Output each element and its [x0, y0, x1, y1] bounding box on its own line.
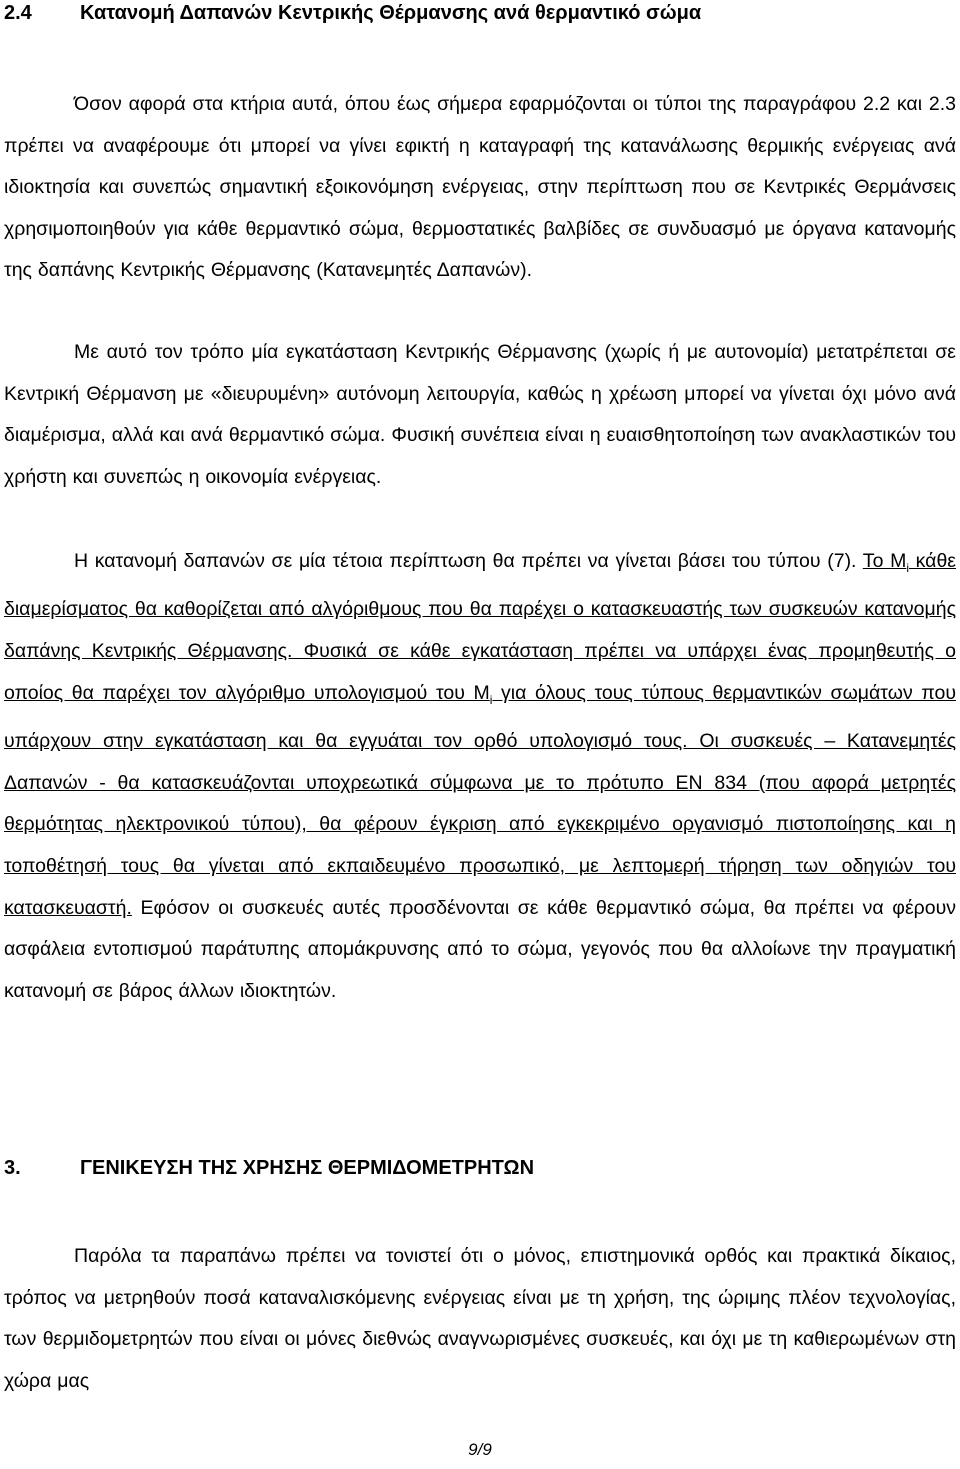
page-number: 9/9	[468, 1440, 492, 1459]
paragraph-3-underlined-2: Φυσικά σε κάθε εγκατάσταση πρέπει να υπάρχει ένας προμηθευτής ο οποίος θα παρέχει τον αλγόριθμο υπολογισμού του $M_i$ για όλους τους τύπους θερμαντικών σωμάτων που υπάρχουν στην εγκατάσταση και θα εγγυάται τον ορθό υπολογισμό τους.	[4, 640, 957, 753]
paragraph-3-outro: Εφόσον οι συσκευές αυτές προσδένονται σε κάθε θερμαντικό σώμα, θα πρέπει να φέρουν ασφάλεια εντοπισμού παράτυπης απομάκρυνσης από το σώμα, γεγονός που θα αλλοίωνε την πραγματική κατανομή σε βάρος άλλων ιδιοκτητών.	[4, 896, 956, 1002]
paragraph-1: Όσον αφορά στα κτήρια αυτά, όπου έως σήμερα εφαρμόζονται οι τύποι της παραγράφου 2.2 και 2.3 πρέπει να αναφέρουμε ότι μπορεί να γίνει εφικτή η καταγραφή της κατανάλωσης θερμικής ενέργειας ανά ιδιοκτησία και συνεπώς σημαντική εξοικονόμηση ενέργειας, στην περίπτωση που σε Κεντρικές Θερμάνσεις χρησιμοποιηθούν για κάθε θερμαντικό σώμα, θερμοστατικές βαλβίδες σε συνδυασμό με όργανα κατανομής της δαπάνης Κεντρικής Θέρμανσης (Κατανεμητές Δαπανών).	[4, 93, 956, 282]
section-heading-2-4	[4, 2, 702, 25]
paragraph-2: Με αυτό τον τρόπο μία εγκατάσταση Κεντρικής Θέρμανσης (χωρίς ή με αυτονομία) μετατρέπεται σε Κεντρική Θέρμανση με «διευρυμένη» αυτόνομη λειτουργία, καθώς η χρέωση μπορεί να γίνεται όχι μόνο ανά διαμέρισμα, αλλά και ανά θερμαντικό σώμα. Φυσική συνέπεια είναι η ευαισθητοποίηση των ανακλαστικών του χρήστη και συνεπώς η οικονομία ενέργειας.	[4, 341, 956, 488]
paragraph-3	[4, 541, 956, 1012]
section-number: 3.	[4, 1157, 21, 1179]
section-title: Κατανομή Δαπανών Κεντρικής Θέρμανσης ανά θερμαντικό σώμα	[80, 2, 702, 24]
paragraph-3-intro: Η κατανομή δαπανών σε μία τέτοια περίπτωση θα πρέπει να γίνεται βάσει του τύπου (7).	[74, 550, 863, 572]
paragraph-3-underlined-3: Οι συσκευές – Κατανεμητές Δαπανών - θα κατασκευάζονται υποχρεωτικά σύμφωνα με το πρότυπο EN 834 (που αφορά μετρητές θερμότητας ηλεκτρονικού τύπου), θα φέρουν έγκριση από εγκεκριμένο οργανισμό πιστοποίησης και η τοποθέτησή τους θα γίνεται από εκπαιδευμένο προσωπικό, με λεπτομερή τήρηση των οδηγιών του κατασκευαστή.	[4, 730, 956, 919]
section-title: ΓΕΝΙΚΕΥΣΗ ΤΗΣ ΧΡΗΣΗΣ ΘΕΡΜΙΔΟΜΕΤΡΗΤΩΝ	[80, 1157, 535, 1179]
paragraph-4: Παρόλα τα παραπάνω πρέπει να τονιστεί ότι ο μόνος, επιστημονικά ορθός και πρακτικά δίκαιος, τρόπος να μετρηθούν ποσά καταναλισκόμενης ενέργειας είναι με τη χρήση, της ώριμης πλέον τεχνολογίας, των θερμιδομετρητών που είναι οι μόνες διεθνώς αναγνωρισμένες συσκευές, και όχι με τη καθιερωμένων στη χώρα μας	[4, 1245, 956, 1392]
paragraph-3-underlined-1: Το $M_i$ κάθε διαμερίσματος θα καθορίζεται από αλγόριθμους που θα παρέχει ο κατασκευαστής των συσκευών κατανομής δαπάνης Κεντρικής Θέρμανσης.	[4, 550, 956, 663]
section-number: 2.4	[4, 2, 32, 24]
section-heading-3	[4, 1157, 535, 1180]
